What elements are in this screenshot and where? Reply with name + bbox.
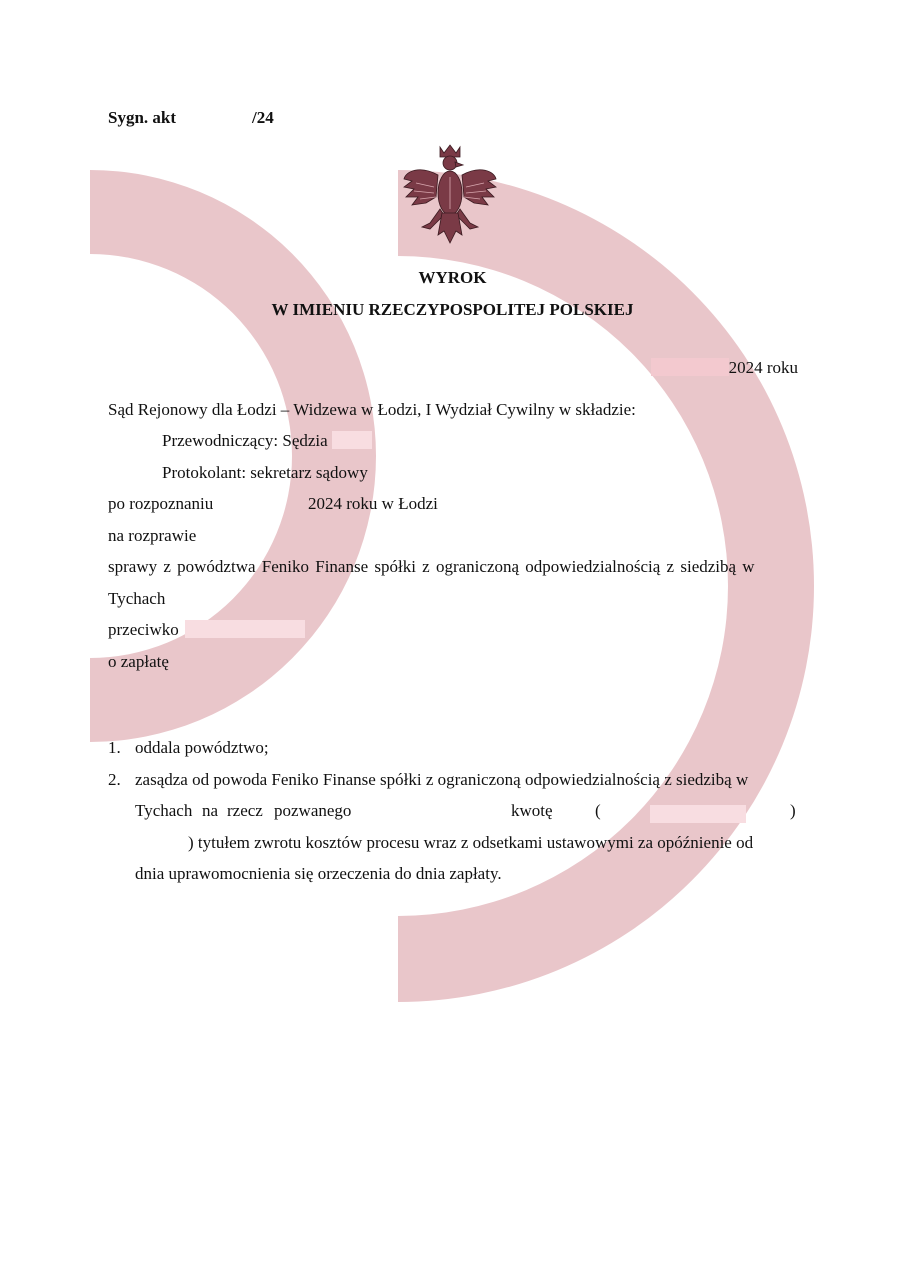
ruling-2-line2-tychach: Tychach (135, 801, 193, 820)
defendant-label: przeciwko (108, 620, 179, 639)
redacted-defendant-name (185, 620, 305, 638)
case-subject: o zapłatę (108, 652, 169, 671)
case-description-line1 (108, 557, 797, 577)
examination-date-prefix: po rozpoznaniu (108, 494, 214, 513)
ruling-2-line4: dnia uprawomocnienia się orzeczenia do dnia zapłaty. (135, 864, 502, 883)
judgment-date (651, 358, 798, 378)
case-signature-label: Sygn. akt (108, 108, 177, 127)
document-title: WYROK (418, 268, 487, 287)
presiding-judge-label: Przewodniczący: Sędzia (162, 431, 328, 450)
ruling-2-line2-open-paren: ( (595, 801, 601, 820)
ruling-2-line2-pozwanego: pozwanego (274, 801, 352, 820)
ruling-2-line2-close-paren: ) (790, 801, 796, 820)
court-clerk: Protokolant: sekretarz sądowy (162, 463, 368, 482)
case-description-line2: Tychach (108, 589, 166, 608)
defendant-line (108, 620, 305, 640)
case-signature (108, 108, 176, 128)
court-composition: Sąd Rejonowy dla Łodzi – Widzewa w Łodzi, I Wydział Cywilny w składzie: (108, 400, 636, 419)
judgment-date-year: 2024 roku (728, 358, 798, 377)
ruling-2-line2-kwote: kwotę (511, 801, 553, 820)
ruling-2-line3: ) tytułem zwrotu kosztów procesu wraz z odsetkami ustawowymi za opóźnienie od (188, 833, 754, 852)
polish-eagle-emblem-icon (400, 143, 500, 248)
ruling-2-line1: zasądza od powoda Feniko Finanse spółki z ograniczoną odpowiedzialnością z siedzibą w (135, 770, 749, 789)
redacted-amount-words (650, 805, 746, 823)
redacted-date (651, 358, 729, 376)
ruling-2-number: 2. (108, 770, 121, 789)
ruling-1-text: oddala powództwo; (135, 738, 269, 757)
ruling-2-line2-na: na (202, 801, 219, 820)
presiding-judge (162, 431, 372, 451)
ruling-2-line2-rzecz: rzecz (227, 801, 263, 820)
hearing-type: na rozprawie (108, 526, 197, 545)
examination-date-suffix: 2024 roku w Łodzi (308, 494, 438, 513)
document-subtitle: W IMIENIU RZECZYPOSPOLITEJ POLSKIEJ (271, 300, 634, 319)
case-signature-number: /24 (252, 108, 274, 127)
ruling-1-number: 1. (108, 738, 121, 757)
redacted-judge-name (332, 431, 372, 449)
case-description-line1-text: sprawy z powództwa Feniko Finanse spółki z ograniczoną odpowiedzialnością z siedzibą w (108, 557, 755, 576)
